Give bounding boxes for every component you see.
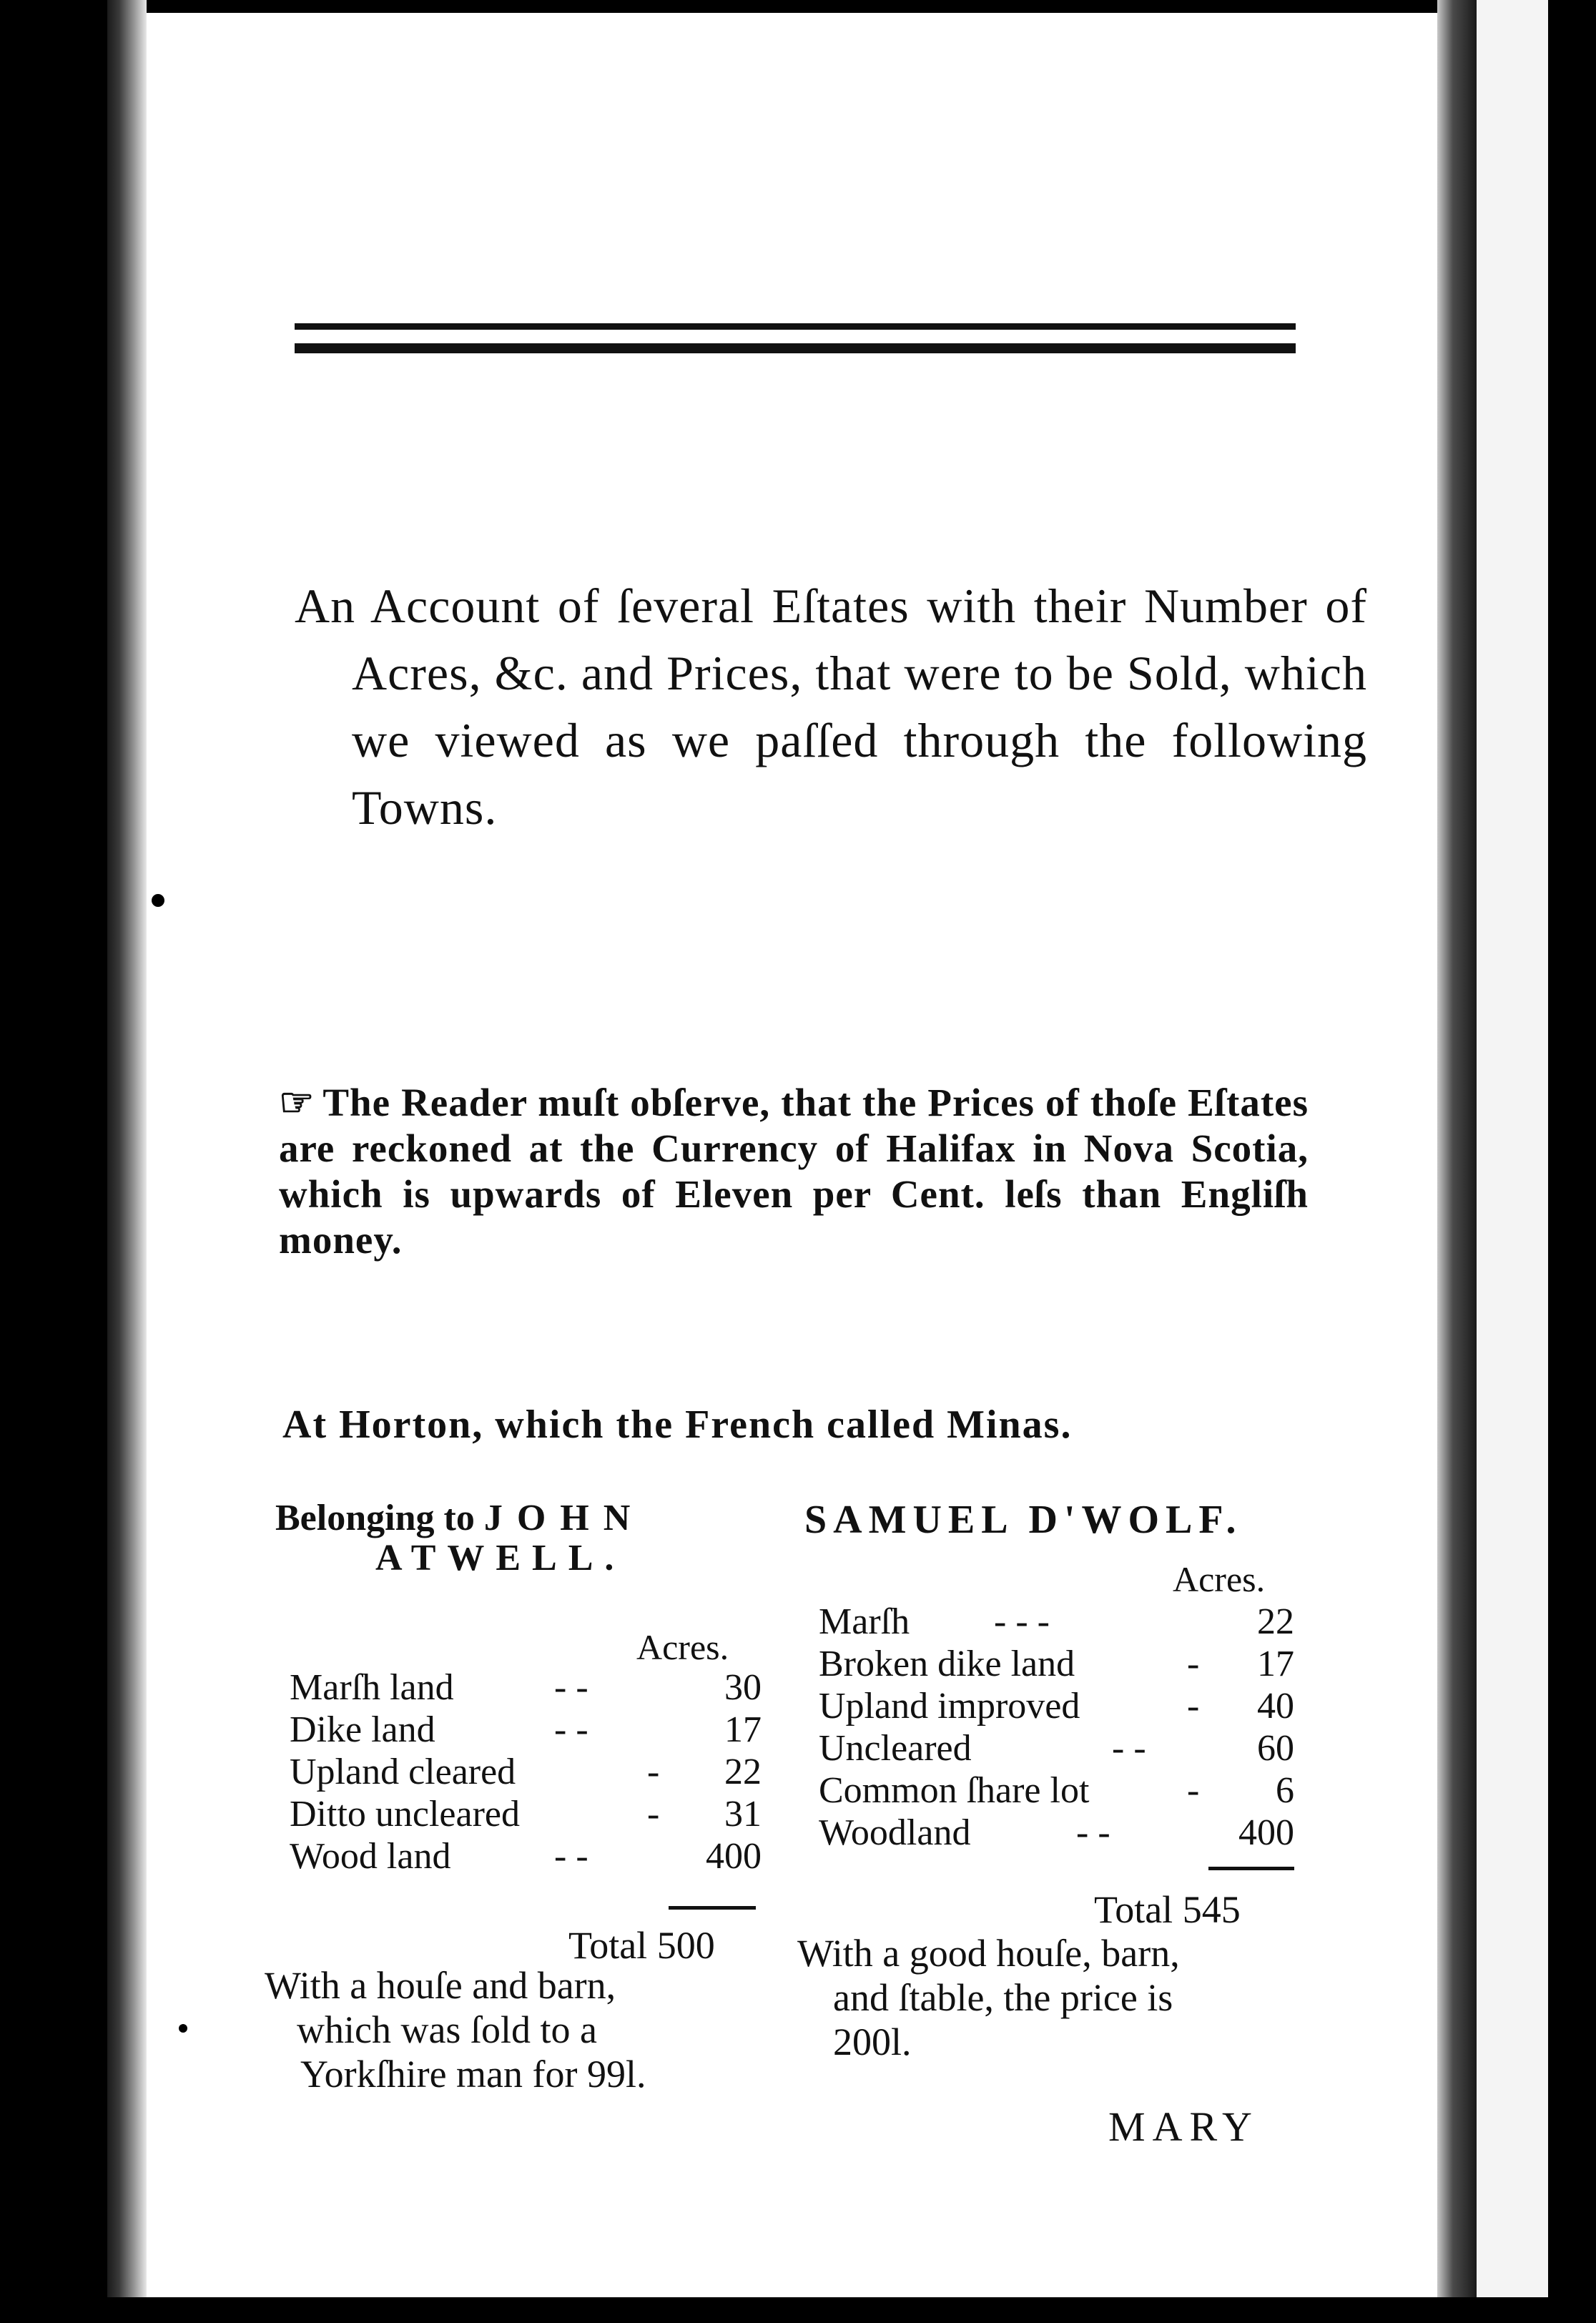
total-right: Total 545 — [1094, 1888, 1241, 1931]
row-value: 17 — [1257, 1644, 1294, 1684]
row-value: 17 — [724, 1709, 762, 1750]
row-label: Broken dike land — [819, 1644, 1075, 1684]
leader-dashes: - - — [554, 1836, 588, 1877]
note-line: and ſtable, the price is — [833, 1976, 1173, 2019]
scan-edge-left — [0, 0, 107, 2323]
row-value: 22 — [724, 1752, 762, 1792]
leader-dashes: - — [1187, 1770, 1200, 1811]
table-row — [819, 1601, 1294, 1643]
scan-speck — [179, 2024, 187, 2033]
scan-edge-bottom — [0, 2297, 1596, 2323]
leader-dashes: - — [647, 1794, 660, 1835]
row-label: Marſh land — [290, 1667, 454, 1708]
estate-note-right — [797, 1931, 1294, 2064]
row-value: 22 — [1257, 1601, 1294, 1642]
leader-dashes: - — [647, 1752, 660, 1792]
acres-header-right: Acres. — [1173, 1559, 1266, 1599]
note-line: With a houſe and barn, — [265, 1964, 616, 2007]
leader-dashes: - - — [554, 1667, 588, 1708]
row-label: Upland cleared — [290, 1752, 516, 1792]
total-left: Total 500 — [568, 1924, 715, 1967]
row-value: 400 — [706, 1836, 762, 1877]
page-heading: An Account of ſeveral Eſtates with their Number of Acres, &c. and Prices, that were to be Sold, which we viewed as we paſſed through the following Towns. — [295, 579, 1367, 835]
row-value: 400 — [1238, 1812, 1294, 1853]
owner-prefix: Belonging to — [275, 1498, 475, 1538]
note-line: which was ſold to a — [297, 2008, 597, 2051]
row-label: Common ſhare lot — [819, 1770, 1090, 1811]
row-value: 30 — [724, 1667, 762, 1708]
row-label: Uncleared — [819, 1728, 972, 1769]
row-label: Ditto uncleared — [290, 1794, 520, 1835]
leader-dashes: - - — [554, 1709, 588, 1750]
table-row — [819, 1685, 1294, 1727]
row-label: Dike land — [290, 1709, 435, 1750]
owner-surname: ATWELL. — [375, 1538, 626, 1578]
leader-dashes: - - - — [994, 1601, 1050, 1642]
scan-speck — [152, 894, 164, 907]
reader-notice — [279, 1080, 1309, 1263]
catchword: MARY — [1108, 2103, 1259, 2150]
estate-table-right — [819, 1601, 1294, 1854]
table-row — [819, 1769, 1294, 1812]
ornamental-rule-thin — [295, 323, 1296, 330]
table-row — [290, 1709, 762, 1751]
table-row — [819, 1812, 1294, 1854]
scan-edge-top — [0, 0, 1596, 13]
row-value: 6 — [1276, 1770, 1294, 1811]
pointing-hand-icon: ☞ — [279, 1081, 313, 1124]
ornamental-rule-thick — [295, 343, 1296, 353]
row-value: 60 — [1257, 1728, 1294, 1769]
row-value: 31 — [724, 1794, 762, 1835]
owner-right: SAMUEL D'WOLF. — [804, 1498, 1243, 1542]
acres-header-left: Acres. — [636, 1627, 729, 1667]
leader-dashes: - - — [1076, 1812, 1110, 1853]
table-row — [290, 1793, 762, 1835]
leader-dashes: - — [1187, 1644, 1200, 1684]
estate-note-left — [265, 1963, 747, 2096]
leader-dashes: - — [1187, 1686, 1200, 1727]
scan-edge-right — [1548, 0, 1596, 2323]
sum-rule-left — [669, 1906, 756, 1910]
table-row — [290, 1835, 762, 1877]
page-shadow-left — [107, 0, 147, 2323]
row-label: Woodland — [819, 1812, 971, 1853]
table-row — [819, 1643, 1294, 1685]
estate-table-left — [290, 1666, 762, 1877]
table-row — [290, 1751, 762, 1793]
row-label: Upland improved — [819, 1686, 1080, 1727]
facing-page-sliver — [1477, 0, 1548, 2323]
notice-text: The Reader muſt obſerve, that the Prices of thoſe Eſtates are reckoned at the Currency of Halifax in Nova Scotia, which is upwards of Eleven per Cent. leſs than Engliſh money. — [279, 1081, 1309, 1262]
table-row — [819, 1727, 1294, 1769]
sum-rule-right — [1208, 1867, 1294, 1870]
row-value: 40 — [1257, 1686, 1294, 1727]
owner-left — [275, 1498, 776, 1578]
row-label: Wood land — [290, 1836, 451, 1877]
row-label: Marſh — [819, 1601, 910, 1642]
page-gutter-right — [1437, 0, 1477, 2323]
note-line: Yorkſhire man for 99l. — [300, 2053, 646, 2096]
owner-first-name: JOHN — [483, 1498, 645, 1538]
note-line: With a good houſe, barn, — [797, 1932, 1180, 1975]
note-line: 200l. — [833, 2020, 912, 2063]
leader-dashes: - - — [1112, 1728, 1146, 1769]
table-row — [290, 1666, 762, 1709]
location-heading: At Horton, which the French called Minas. — [282, 1403, 1073, 1447]
